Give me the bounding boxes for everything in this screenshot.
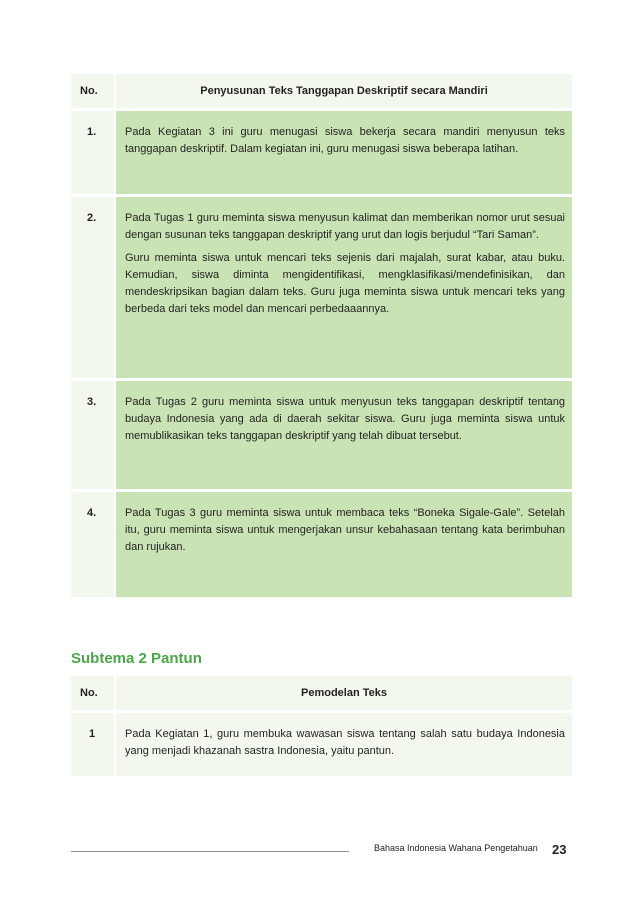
table-header bbox=[71, 676, 572, 710]
subtema-heading: Subtema 2 Pantun bbox=[71, 650, 202, 667]
row-number: 3. bbox=[71, 381, 114, 489]
footer-divider bbox=[71, 851, 349, 852]
table-row bbox=[71, 111, 572, 194]
row-paragraph: Pada Kegiatan 3 ini guru menugasi siswa bekerja secara mandiri menyusun teks tanggapan deskriptif. Dalam kegiatan ini, guru menugasi siswa beberapa latihan. bbox=[125, 126, 565, 155]
table-header bbox=[71, 74, 572, 108]
footer-book-title: Bahasa Indonesia Wahana Pengetahuan bbox=[374, 843, 538, 853]
row-paragraph: Pada Kegiatan 1, guru membuka wawasan siswa tentang salah satu budaya Indonesia yang menjadi khazanah sastra Indonesia, yaitu pantun. bbox=[125, 728, 565, 757]
row-content bbox=[116, 492, 572, 597]
table-row bbox=[71, 713, 572, 776]
row-number: 4. bbox=[71, 492, 114, 597]
table-row bbox=[71, 381, 572, 489]
header-title: Penyusunan Teks Tanggapan Deskriptif secara Mandiri bbox=[116, 74, 572, 108]
table-pemodelan bbox=[71, 676, 572, 776]
table-row bbox=[71, 197, 572, 378]
row-content bbox=[116, 197, 572, 378]
row-content bbox=[116, 713, 572, 776]
row-content bbox=[116, 381, 572, 489]
row-number: 1. bbox=[71, 111, 114, 194]
row-paragraph: Pada Tugas 3 guru meminta siswa untuk membaca teks “Boneka Sigale-Gale”. Setelah itu, guru meminta siswa untuk mengerjakan unsur kebahasaan tentang kata berimbuhan dan rujukan. bbox=[125, 507, 565, 553]
table-row bbox=[71, 492, 572, 597]
header-no: No. bbox=[71, 676, 114, 710]
row-paragraph: Pada Tugas 2 guru meminta siswa untuk menyusun teks tanggapan deskriptif tentang budaya Indonesia yang ada di daerah sekitar siswa. Guru juga meminta siswa untuk memublikasikan teks tanggapan deskriptif yang telah dibuat tersebut. bbox=[125, 396, 565, 442]
row-number: 2. bbox=[71, 197, 114, 378]
row-number: 1 bbox=[71, 713, 114, 776]
header-no: No. bbox=[71, 74, 114, 108]
page-number: 23 bbox=[552, 842, 567, 857]
row-paragraph: Pada Tugas 1 guru meminta siswa menyusun kalimat dan memberikan nomor urut sesuai dengan susunan teks tanggapan deskriptif yang urut dan logis berjudul “Tari Saman”. bbox=[125, 212, 565, 241]
row-paragraph: Guru meminta siswa untuk mencari teks sejenis dari majalah, surat kabar, atau buku. Kemudian, siswa diminta mengidentifikasi, mengklasifikasi/mendefinisikan, dan mendeskripsikan bagian dalam teks. Guru juga meminta siswa untuk mencari teks yang berbeda dari teks model dan mencari perbedaaannya. bbox=[125, 252, 565, 315]
row-content bbox=[116, 111, 572, 194]
header-title: Pemodelan Teks bbox=[116, 676, 572, 710]
table-penyusunan bbox=[71, 74, 572, 597]
